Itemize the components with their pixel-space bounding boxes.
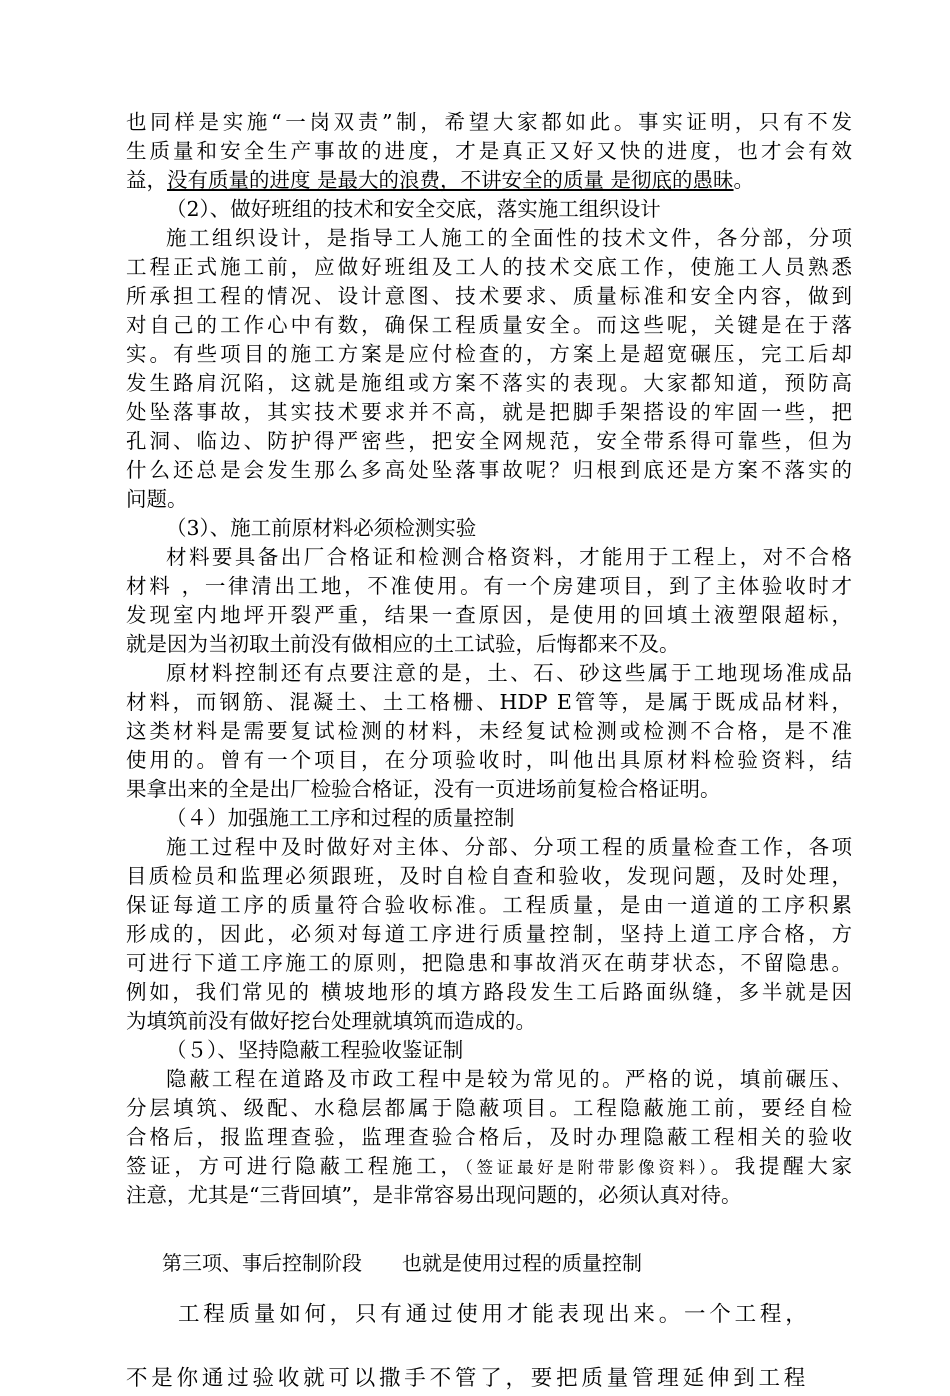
paragraph-line: 所承担工程的情况、设计意图、技术要求、质量标准和安全内容，做到 <box>126 284 852 308</box>
paragraph-line-large: 不是你通过验收就可以撒手不管了，要把质量管理延伸到工程 <box>126 1366 810 1391</box>
small-note: （签证最好是附带影像资料） <box>464 1158 711 1177</box>
paragraph-line: 发现室内地坪开裂严重，结果一查原因，是使用的回填土液塑限超标， <box>126 603 852 627</box>
paragraph-line: 果拿出来的全是出厂检验合格证，没有一页进场前复检合格证明。 <box>126 777 721 801</box>
text-span: 。 <box>733 168 755 192</box>
paragraph-line: 形成的，因此，必须对每道工序进行质量控制，坚持上道工序合格，方 <box>126 922 852 946</box>
paragraph-line: 发生路肩沉陷，这就是施组或方案不落实的表现。大家都知道，预防高 <box>126 371 852 395</box>
paragraph-line: 就是因为当初取土前没有做相应的土工试验，后悔都来不及。 <box>126 632 680 656</box>
subheading-2: （2）、做好班组的技术和安全交底，落实施工组织设计 <box>166 197 661 221</box>
paragraph-line: 对自己的工作心中有数，确保工程质量安全。而这些呢，关键是在于落 <box>126 313 852 337</box>
paragraph-line: 什么还总是会发生那么多高处坠落事故呢？归根到底还是方案不落实的 <box>126 458 852 482</box>
paragraph-line: 可进行下道工序施工的原则，把隐患和事故消灭在萌芽状态，不留隐患。 <box>126 951 852 975</box>
paragraph-line: 处坠落事故，其实技术要求并不高，就是把脚手架搭设的牢固一些，把 <box>126 400 852 424</box>
paragraph-line <box>126 166 852 195</box>
paragraph-line: 孔洞、临边、防护得严密些，把安全网规范，安全带系得可靠些，但为 <box>126 429 852 453</box>
paragraph-line: 分层填筑、级配、水稳层都属于隐蔽项目。工程隐蔽施工前，要经自检 <box>126 1096 852 1120</box>
paragraph-line: 这类材料是需要复试检测的材料，未经复试检测或检测不合格，是不准 <box>126 719 852 743</box>
paragraph-line <box>126 1152 852 1181</box>
paragraph-line-large: 工程质量如何，只有通过使用才能表现出来。一个工程， <box>178 1302 811 1327</box>
section-gap <box>126 1210 852 1248</box>
paragraph-line: 材料，而钢筋、混凝土、土工格栅、HDP E管等，是属于既成品材料， <box>126 690 852 714</box>
paragraph-line: 工程正式施工前，应做好班组及工人的技术交底工作，使施工人员熟悉 <box>126 255 852 279</box>
underlined-text: 没有质量的进度 是最大的浪费，不讲安全的质量 是彻底的愚昧 <box>167 168 734 192</box>
text-span: 益， <box>126 168 167 192</box>
paragraph-line: 保证每道工序的质量符合验收标准。工程质量，是由一道道的工序积累 <box>126 893 852 917</box>
paragraph-line: 材料要具备出厂合格证和检测合格资料，才能用于工程上，对不合格 <box>166 545 852 569</box>
document-page <box>126 108 852 1396</box>
paragraph-line: 生质量和安全生产事故的进度，才是真正又好又快的进度，也才会有效 <box>126 139 852 163</box>
paragraph-line: 问题。 <box>126 487 188 511</box>
paragraph-line: 实。有些项目的施工方案是应付检查的，方案上是超宽碾压，完工后却 <box>126 342 852 366</box>
subheading-4: （４）加强施工工序和过程的质量控制 <box>166 806 515 830</box>
section-title-right: 也就是使用过程的质量控制 <box>402 1251 642 1275</box>
subheading-3: （3）、施工前原材料必须检测实验 <box>166 516 477 540</box>
paragraph-line: 施工过程中及时做好对主体、分部、分项工程的质量检查工作，各项 <box>166 835 852 859</box>
paragraph-line: 注意，尤其是“三背回填”，是非常容易出现问题的，必须认真对待。 <box>126 1183 742 1207</box>
paragraph-line: 例如，我们常见的 横坡地形的填方路段发生工后路面纵缝，多半就是因 <box>126 980 852 1004</box>
paragraph-line: 合格后，报监理查验，监理查验合格后，及时办理隐蔽工程相关的验收 <box>126 1125 852 1149</box>
paragraph-line: 材料 ，一律清出工地，不准使用。有一个房建项目，到了主体验收时才 <box>126 574 852 598</box>
text-span: 签证，方可进行隐蔽工程施工， <box>126 1154 465 1178</box>
paragraph-line: 隐蔽工程在道路及市政工程中是较为常见的。严格的说，填前碾压、 <box>166 1067 852 1091</box>
subheading-5: （５）、坚持隐蔽工程验收鉴证制 <box>166 1038 464 1062</box>
paragraph-line: 为填筑前没有做好挖台处理就填筑而造成的。 <box>126 1009 536 1033</box>
section-title-left: 第三项、事后控制阶段 <box>162 1251 362 1275</box>
paragraph-line: 原材料控制还有点要注意的是，土、石、砂这些属于工地现场准成品 <box>166 661 852 685</box>
paragraph-line: 施工组织设计，是指导工人施工的全面性的技术文件，各分部，分项 <box>166 226 852 250</box>
paragraph-line: 目质检员和监理必须跟班，及时自检自查和验收，发现问题，及时处理， <box>126 864 852 888</box>
paragraph-line: 也同样是实施“一岗双责”制，希望大家都如此。事实证明，只有不发 <box>126 110 852 134</box>
paragraph-line: 使用的。曾有一个项目，在分项验收时，叫他出具原材料检验资料，结 <box>126 748 852 772</box>
text-span: 。我提醒大家 <box>710 1154 852 1178</box>
section-heading <box>126 1248 852 1278</box>
